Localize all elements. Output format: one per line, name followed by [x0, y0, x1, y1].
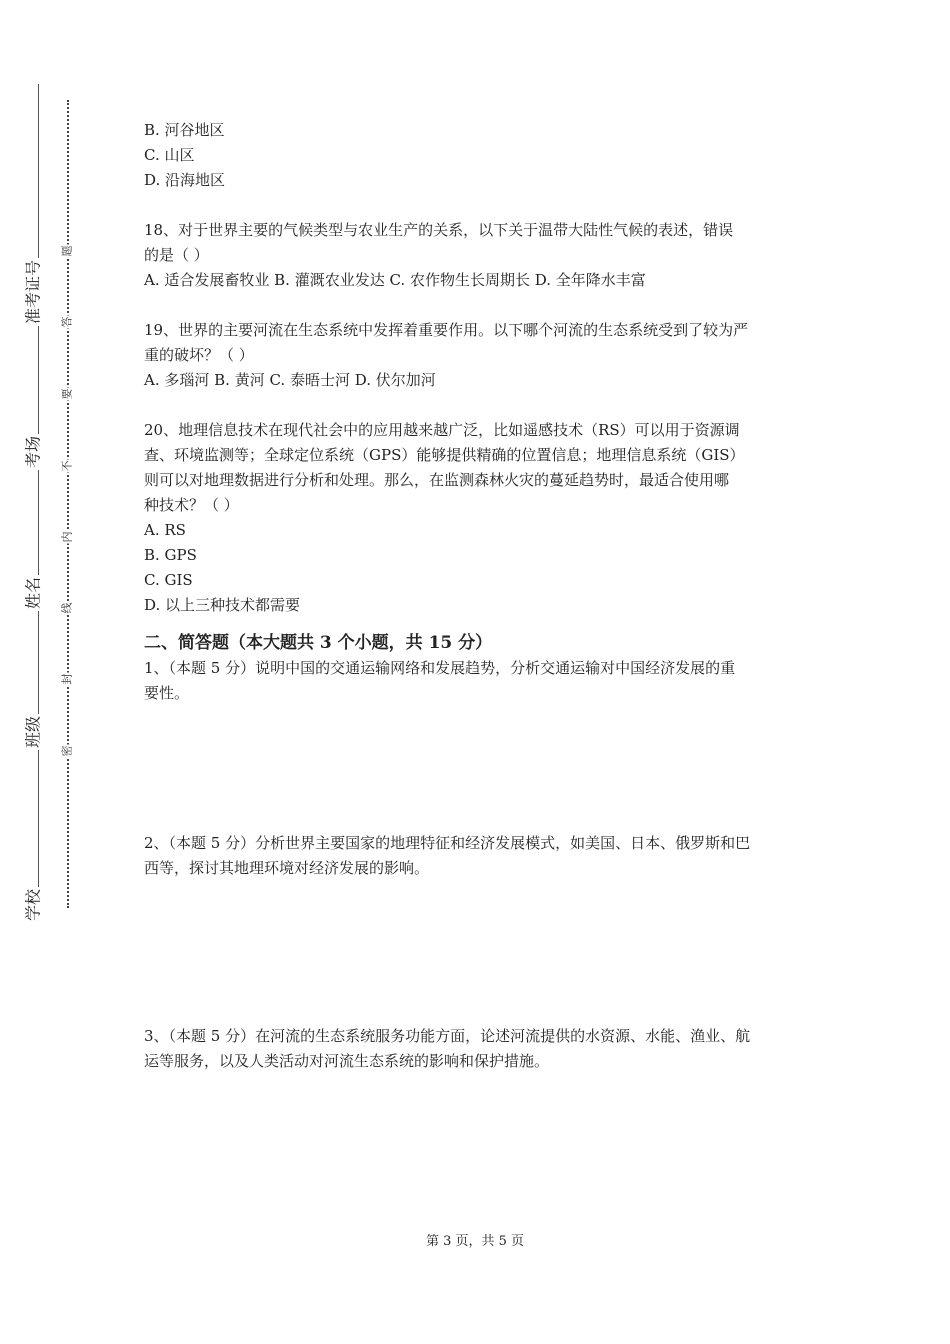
question-options: A. 适合发展畜牧业 B. 灌溉农业发达 C. 农作物生长周期长 D. 全年降水丰富: [144, 271, 646, 289]
q17-options: [144, 118, 810, 193]
section-title: 二、简答题（本大题共 3 个小题，共 15 分）: [144, 633, 493, 653]
question-text: 20、地理信息技术在现代社会中的应用越来越广泛，比如遥感技术（RS）可以用于资源调: [144, 421, 740, 439]
question-text: 2、（本题 5 分）分析世界主要国家的地理特征和经济发展模式，如美国、日本、俄罗斯和巴: [144, 834, 751, 852]
question-text: 运等服务，以及人类活动对河流生态系统的影响和保护措施。: [144, 1052, 550, 1070]
question-18: [144, 218, 810, 293]
option: C. GIS: [144, 571, 193, 589]
question-text: 查、环境监测等；全球定位系统（GPS）能够提供精确的位置信息；地理信息系统（GIS）: [144, 446, 745, 464]
question-text: 18、对于世界主要的气候类型与农业生产的关系，以下关于温带大陆性气候的表述，错误: [144, 221, 734, 239]
binding-margin: 准考证号 考场 姓名 班级 学校 题 答 要 不 内 线 封 密: [0, 0, 130, 1344]
question-text: 要性。: [144, 684, 190, 702]
question-text: 1、（本题 5 分）说明中国的交通运输网络和发展趋势，分析交通运输对中国经济发展的重: [144, 659, 736, 677]
option: B. GPS: [144, 546, 197, 564]
option: A. RS: [144, 521, 186, 539]
page-footer: 第 3 页，共 5 页: [425, 1234, 525, 1249]
question-options: A. 多瑙河 B. 黄河 C. 泰晤士河 D. 伏尔加河: [144, 371, 436, 389]
option: B. 河谷地区: [144, 121, 225, 139]
question-20: [144, 418, 810, 618]
question-text: 则可以对地理数据进行分析和处理。那么，在监测森林火灾的蔓延趋势时，最适合使用哪: [144, 471, 730, 489]
question-text: 西等，探讨其地理环境对经济发展的影响。: [144, 859, 430, 877]
seal-dotted-line: [67, 100, 69, 908]
option: D. 沿海地区: [144, 171, 226, 189]
binding-line: [38, 84, 39, 910]
short-answer-2: [144, 831, 810, 1024]
option: C. 山区: [144, 146, 195, 164]
option: D. 以上三种技术都需要: [144, 596, 301, 614]
question-19: [144, 318, 810, 393]
question-text: 的是（ ）: [144, 246, 209, 264]
short-answer-1: [144, 656, 810, 831]
question-text: 重的破坏？（ ）: [144, 346, 254, 364]
question-text: 19、世界的主要河流在生态系统中发挥着重要作用。以下哪个河流的生态系统受到了较为严: [144, 321, 749, 339]
question-text: 3、（本题 5 分）在河流的生态系统服务功能方面，论述河流提供的水资源、水能、渔业、航: [144, 1027, 751, 1045]
question-text: 种技术？（ ）: [144, 496, 239, 514]
short-answer-3: [144, 1024, 810, 1074]
exam-content: [144, 118, 810, 1074]
